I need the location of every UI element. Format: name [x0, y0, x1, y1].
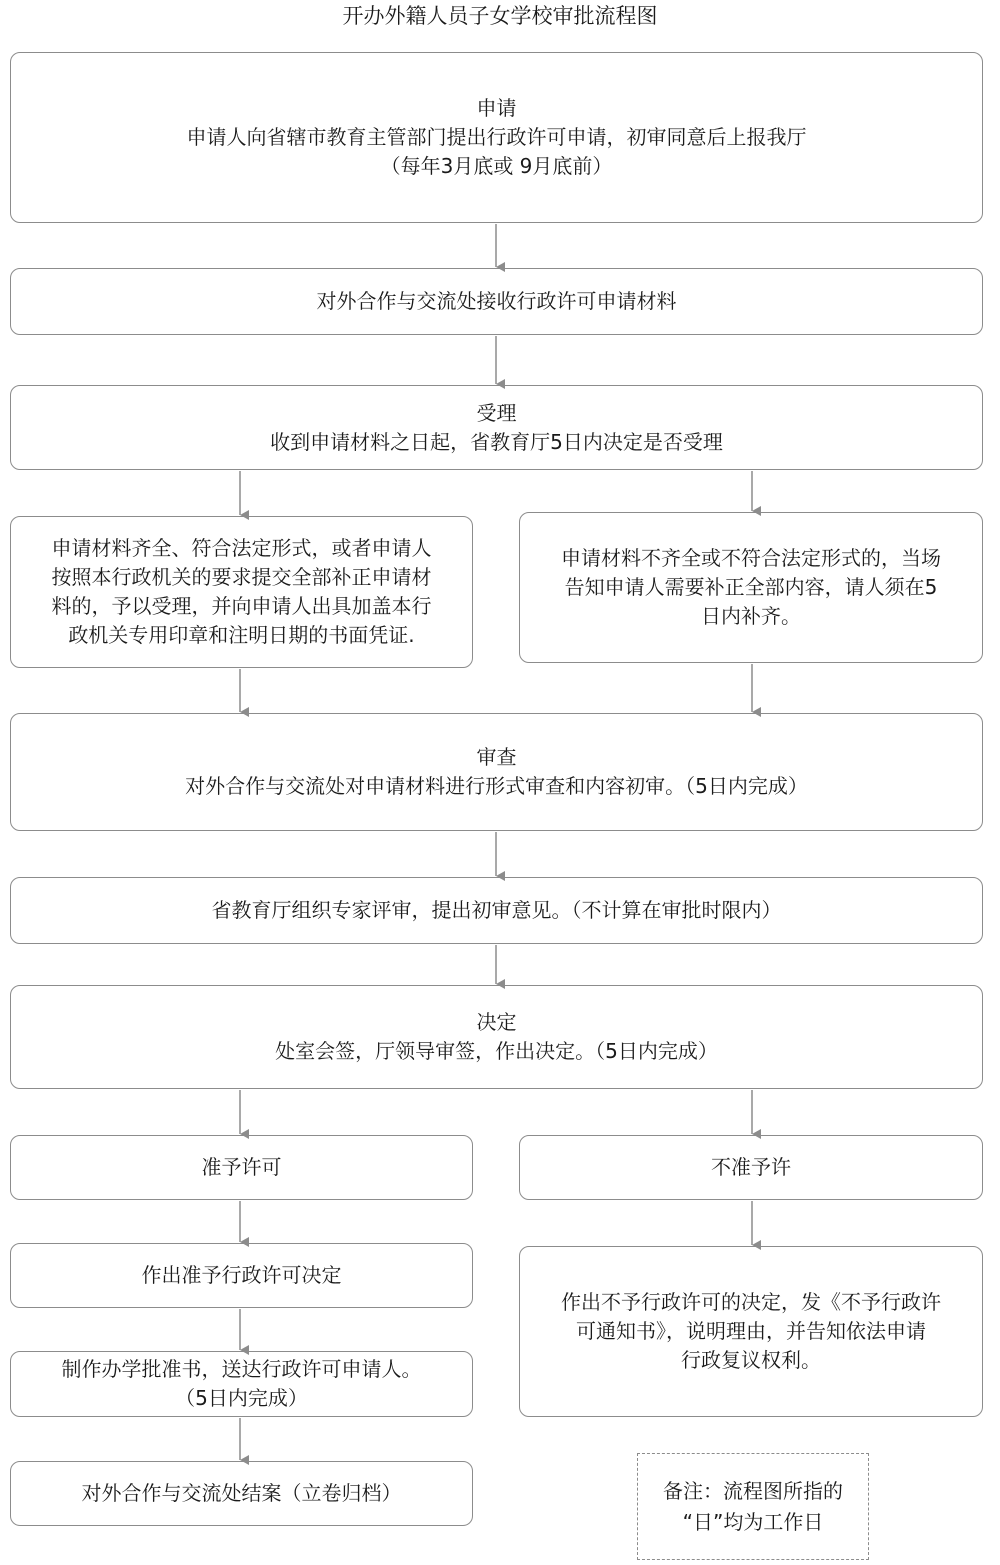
note-line1: 备注：流程图所指的: [663, 1478, 843, 1503]
step-complete-line2: 按照本行政机关的要求提交全部补正申请材: [51, 565, 432, 589]
step-incomplete-line1: 申请材料不齐全或不符合法定形式的，当场: [561, 546, 941, 570]
step-certificate-line1: 制作办学批准书，送达行政许可申请人。: [61, 1357, 422, 1381]
step-archive-text: 对外合作与交流处结案（立卷归档）: [81, 1481, 402, 1505]
diagram-title: 开办外籍人员子女学校审批流程图: [342, 4, 658, 28]
step-incomplete-line2: 告知申请人需要补正全部内容，请人须在5: [564, 575, 938, 599]
step-deny-text: 不准予许: [711, 1155, 791, 1179]
step-grant-decision-text: 作出准予行政许可决定: [141, 1263, 342, 1287]
step-decide-line1: 处室会签，厅领导审签，作出决定。（5日内完成）: [275, 1039, 718, 1063]
step-incomplete-line3: 日内补齐。: [701, 604, 801, 628]
step-deny-decision-line1: 作出不予行政许可的决定，发《不予行政许: [561, 1290, 941, 1314]
step-complete-line1: 申请材料齐全、符合法定形式，或者申请人: [51, 536, 432, 560]
note-line2: “日”均为工作日: [682, 1509, 824, 1534]
step-apply-heading: 申请: [476, 96, 517, 120]
step-grant-text: 准予许可: [201, 1155, 282, 1179]
step-expert-text: 省教育厅组织专家评审，提出初审意见。（不计算在审批时限内）: [211, 898, 782, 922]
step-review-line1: 对外合作与交流处对申请材料进行形式审查和内容初审。（5日内完成）: [185, 774, 808, 798]
step-deny-decision-line2: 可通知书》，说明理由，并告知依法申请: [576, 1319, 926, 1343]
step-apply-line1: 申请人向省辖市教育主管部门提出行政许可申请，初审同意后上报我厅: [186, 125, 807, 149]
step-deny-decision-line3: 行政复议权利。: [681, 1348, 821, 1372]
step-certificate-line2: （5日内完成）: [175, 1386, 308, 1410]
step-accept-heading: 受理: [476, 400, 517, 425]
step-complete-line4: 政机关专用印章和注明日期的书面凭证.: [68, 623, 415, 647]
step-receive-text: 对外合作与交流处接收行政许可申请材料: [316, 289, 677, 313]
step-complete-line3: 料的，予以受理，并向申请人出具加盖本行: [51, 594, 432, 618]
step-decide-heading: 决定: [476, 1010, 517, 1034]
step-review-heading: 审查: [476, 745, 517, 769]
step-apply-line2: （每年3月底或 9月底前）: [380, 154, 613, 178]
step-accept-line1: 收到申请材料之日起，省教育厅5日内决定是否受理: [270, 429, 723, 454]
